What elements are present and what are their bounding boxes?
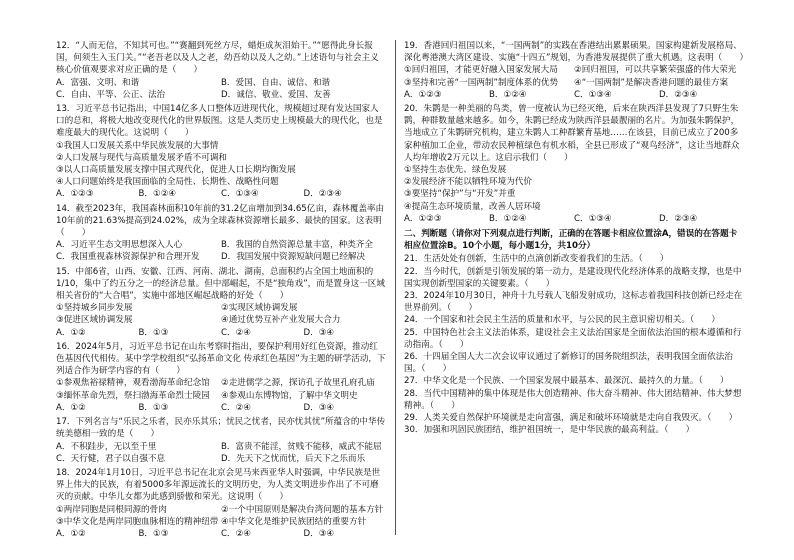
question-stem: 17．下列名言与“乐民之乐者，民亦乐其乐；忧民之忧者，民亦忧其忧”所蕴含的中华传统美德相一致的是（ ） xyxy=(56,417,386,440)
judgment-item: 21．生活处处有创新，生活中的点滴创新改变着我们的生活。（ ） xyxy=(404,254,669,265)
statement-1: ①我国人口发展关系中华民族发展的大事情 xyxy=(56,140,219,151)
option-a: A．①② xyxy=(56,402,86,413)
statement-1: ①坚持城乡同步发展 xyxy=(56,303,133,314)
judgment-item: 26．十四届全国人大二次会议审议通过了新修订的国务院组织法，表明我国全面依法治国。（ ） xyxy=(404,352,733,375)
statement-1: ①回归祖国，才能更好融入国家发展大局 xyxy=(404,65,558,76)
statement-1: ①坚持生态优先、绿色发展 xyxy=(404,165,507,176)
statement-3: ③促进区域协调发展 xyxy=(56,315,133,326)
judgment-item: 24．一个国家和社会民主生活的质量和水平，与公民的民主意识密切相关。（ ） xyxy=(404,315,721,326)
left-column xyxy=(56,40,386,540)
judgment-item: 29．人类关爱自然保护环境就是走向富强，满足和破坏环境就是走向自我毁灭。（ ） xyxy=(404,413,738,424)
option-d: D．先天下之忧而忧，后天下之乐而乐 xyxy=(221,453,366,464)
question-14 xyxy=(56,203,386,264)
option-b: B．富贵不能淫，贫贱不能移，威武不能屈 xyxy=(221,441,382,452)
option-a: A．①②③ xyxy=(404,213,442,224)
option-a: A．不积跬步，无以至千里 xyxy=(56,441,157,452)
question-stem: 13．习近平总书记指出，中国14亿多人口整体迈进现代化，规模超过现有发达国家人口的总和，将极大地改变现代化的世界版图。这是人类历史上规模最大的现代化，也是难度最大的现代化。这说明（ ） xyxy=(56,104,383,139)
judgment-item: 22．当今时代，创新是引领发展的第一动力，是建设现代化经济体系的战略支撑，也是中国实现创新型国家的关键要素。（ ） xyxy=(404,266,742,289)
question-stem: 18．2024年1月10日，习近平总书记在北京会见马来西亚华人时强调，中华民族是世界上伟大的民族，有着5000多年源远流长的文明历史，为人类文明进步作出了不可磨灭的贡献。中华儿女都为此感到骄傲和荣光。这说明（ ） xyxy=(56,467,381,503)
option-d: D．②③④ xyxy=(659,213,698,224)
option-c: C．②④ xyxy=(221,327,252,338)
option-a: A．习近平生态文明思想深入人心 xyxy=(56,240,183,251)
question-stem: 19．香港回归祖国以来，“一国两制”的实践在香港结出累累硕果。国家构建新发展格局、深化粤港澳大湾区建设、实施“十四五”规划，为香港发展提供了重大机遇。这表明（ ） xyxy=(404,41,749,64)
question-17 xyxy=(56,416,386,465)
option-d: D．我国发展中资源短缺问题已经解决 xyxy=(221,252,366,263)
statement-4: ④“一国两制”是解决香港问题的最佳方案 xyxy=(574,77,729,88)
option-d: D．③④ xyxy=(303,327,335,338)
statement-4: ④通过优势互补产业发展大合力 xyxy=(221,315,341,326)
option-d: D．③④ xyxy=(303,528,335,539)
option-d: D．②③④ xyxy=(303,189,342,200)
question-stem: 20．朱鹮是一种美丽的鸟类，曾一度被认为已经灭绝，后来在陕西洋县发现了7只野生朱鹮，种群数量越来越多。如今，朱鹮已经成为陕西洋县最靓丽的名片。为加强朱鹮保护，当地成立了朱鹮研究机构，建立朱鹮人工种群繁育基地……在该县，目前已成立了200多家种植加工企业，带动农民种植绿色有机水稻，全县已形成了“观鸟经济”，这让当地群众人均年增收2万元以上。这启示我们（ ） xyxy=(404,104,740,163)
statement-3: ③以人口高质量发展支撑中国式现代化，促进人口长期均衡发展 xyxy=(56,165,296,176)
statement-1: ①两岸同胞是同根同源的骨肉 xyxy=(56,504,167,515)
option-b: B．爱国、自由、诚信、和谐 xyxy=(221,77,331,88)
option-c: C．天行健，君子以自强不息 xyxy=(56,453,166,464)
question-stem: 12．“人而无信，不知其可也。”“赛翻到死丝方尽，蜡炬成灰泪始干。”“愿得此身长报国，何须生入玉门关。”“老吾老以及人之老，幼吾幼以及人之幼。”上述语句与社会主义核心价值观要求对应正确的是（ ） xyxy=(56,41,379,76)
question-19 xyxy=(404,40,749,101)
statement-2: ②实现区域协调发展 xyxy=(221,303,298,314)
question-15 xyxy=(56,266,386,339)
option-d: D．③④ xyxy=(303,402,335,413)
option-c: C．①③④ xyxy=(574,213,612,224)
statement-3: ③要坚持“保护”与“开发”并重 xyxy=(404,189,516,200)
question-18 xyxy=(56,467,386,540)
question-stem: 14．截至2023年，我国森林面积10年前的31.2亿亩增加到34.65亿亩，森林覆盖率由10年前的21.63%提高到24.02%，成为全球森林资源增长最多、最快的国家。这表明（ ） xyxy=(56,203,385,239)
statement-2: ②一个中国原则是解决台湾问题的基本方针 xyxy=(221,504,384,515)
statement-3: ③坚持和完善“一国两制”制度体系的优势 xyxy=(404,77,559,88)
statement-4: ④人口问题始终是我国面临的全局性、长期性、战略性问题 xyxy=(56,177,279,188)
option-c: C．我国重视森林资源保护和合理开发 xyxy=(56,252,200,263)
option-a: A．①② xyxy=(56,528,86,539)
judgment-item: 25．中国特色社会主义法治体系，建设社会主义法治国家是全面依法治国的根本遵循和行动指南。（ ） xyxy=(404,327,742,350)
statement-2: ②发展经济不能以牺牲环境为代价 xyxy=(404,177,533,188)
section-heading-judgment: 二、判断题（请你对下列观点进行判断，正确的在答题卡相应位置涂A，错误的在答题卡相应位置涂B。10个小题，每小题1分，共10分） xyxy=(404,229,738,252)
judgment-item: 28．当代中国精神的集中体现是伟大创造精神、伟大奋斗精神、伟大团结精神、伟大梦想精神。（ ） xyxy=(404,388,742,411)
option-b: B．①③ xyxy=(138,327,169,338)
question-stem: 16．2024年5月，习近平总书记在山东考察时指出，要保护利用好红色资源，推动红色基因代代相传。某中学学校组织“弘扬革命文化 传承红色基因”为主题的研学活动，下列适合作为研学内容的有（ ） xyxy=(56,341,386,377)
statement-3: ③缅怀革命先烈，祭扫渤海革命烈士陵园 xyxy=(56,390,210,401)
judgment-item: 30．加强和巩固民族团结，维护祖国统一，是中华民族的最高利益。（ ） xyxy=(404,425,695,436)
option-a: A．①②③ xyxy=(404,89,442,100)
option-c: C．①③④ xyxy=(574,89,612,100)
statement-2: ②走进儒学之源，探访孔子故里孔府孔庙 xyxy=(221,378,375,389)
option-d: D．诚信、敬业、爱国、友善 xyxy=(221,89,331,100)
option-c: C．自由、平等、公正、法治 xyxy=(56,89,166,100)
statement-4: ④提高生态环境质量，改善人居环境 xyxy=(404,201,541,212)
question-16 xyxy=(56,341,386,414)
option-a: A．①② xyxy=(56,327,86,338)
statement-1: ①参观焦裕禄精神，观看渤海革命纪念馆 xyxy=(56,378,210,389)
question-12 xyxy=(56,40,386,101)
option-a: A．①②③ xyxy=(56,189,94,200)
option-b: B．①②④ xyxy=(138,189,177,200)
option-b: B．①②④ xyxy=(489,213,527,224)
statement-3: ③中华文化是两岸同胞血脉相连的精神纽带 xyxy=(56,516,219,527)
option-c: C．②④ xyxy=(221,528,252,539)
question-stem: 15．中部6省，山西、安徽、江西、河南、湖北、湖南，总面积约占全国土地面积的1/10，集中了约五分之一的经济总量。但中部崛起，不是“独角戏”，而是置身这一区域相关省份的“大合唱”，实施中部地区崛起战略的好处（ ） xyxy=(56,266,385,302)
statement-4: ④参观山东博物馆，了解中华文明史 xyxy=(221,390,358,401)
statement-2: ②人口发展与现代与高质量发展矛盾不可调和 xyxy=(56,152,227,163)
option-c: C．②④ xyxy=(221,402,252,413)
statement-4: ④中华文化是维护民族团结的重要方针 xyxy=(221,516,367,527)
statement-2: ②回归祖国，可以共享繁荣强盛的伟大荣光 xyxy=(574,65,737,76)
option-d: D．②③④ xyxy=(659,89,698,100)
option-b: B．①②④ xyxy=(489,89,527,100)
question-20 xyxy=(404,103,744,225)
option-a: A．富强、文明、和谐 xyxy=(56,77,140,88)
right-column xyxy=(404,40,749,437)
option-b: B．我国的自然资源总量丰富，种类齐全 xyxy=(221,240,373,251)
option-c: C．①③④ xyxy=(221,189,259,200)
column-divider xyxy=(395,40,396,535)
judgment-item: 27．中华文化是一个民族、一个国家发展中最基本、最深沉、最持久的力量。（ ） xyxy=(404,376,729,387)
option-b: B．①③ xyxy=(138,528,169,539)
option-b: B．①③ xyxy=(138,402,169,413)
judgment-item: 23．2024年10月30日，神舟十九号载人飞船发射成功，这标志着我国科技创新已经走在世界前列。（ ） xyxy=(404,291,743,314)
question-13 xyxy=(56,103,386,201)
